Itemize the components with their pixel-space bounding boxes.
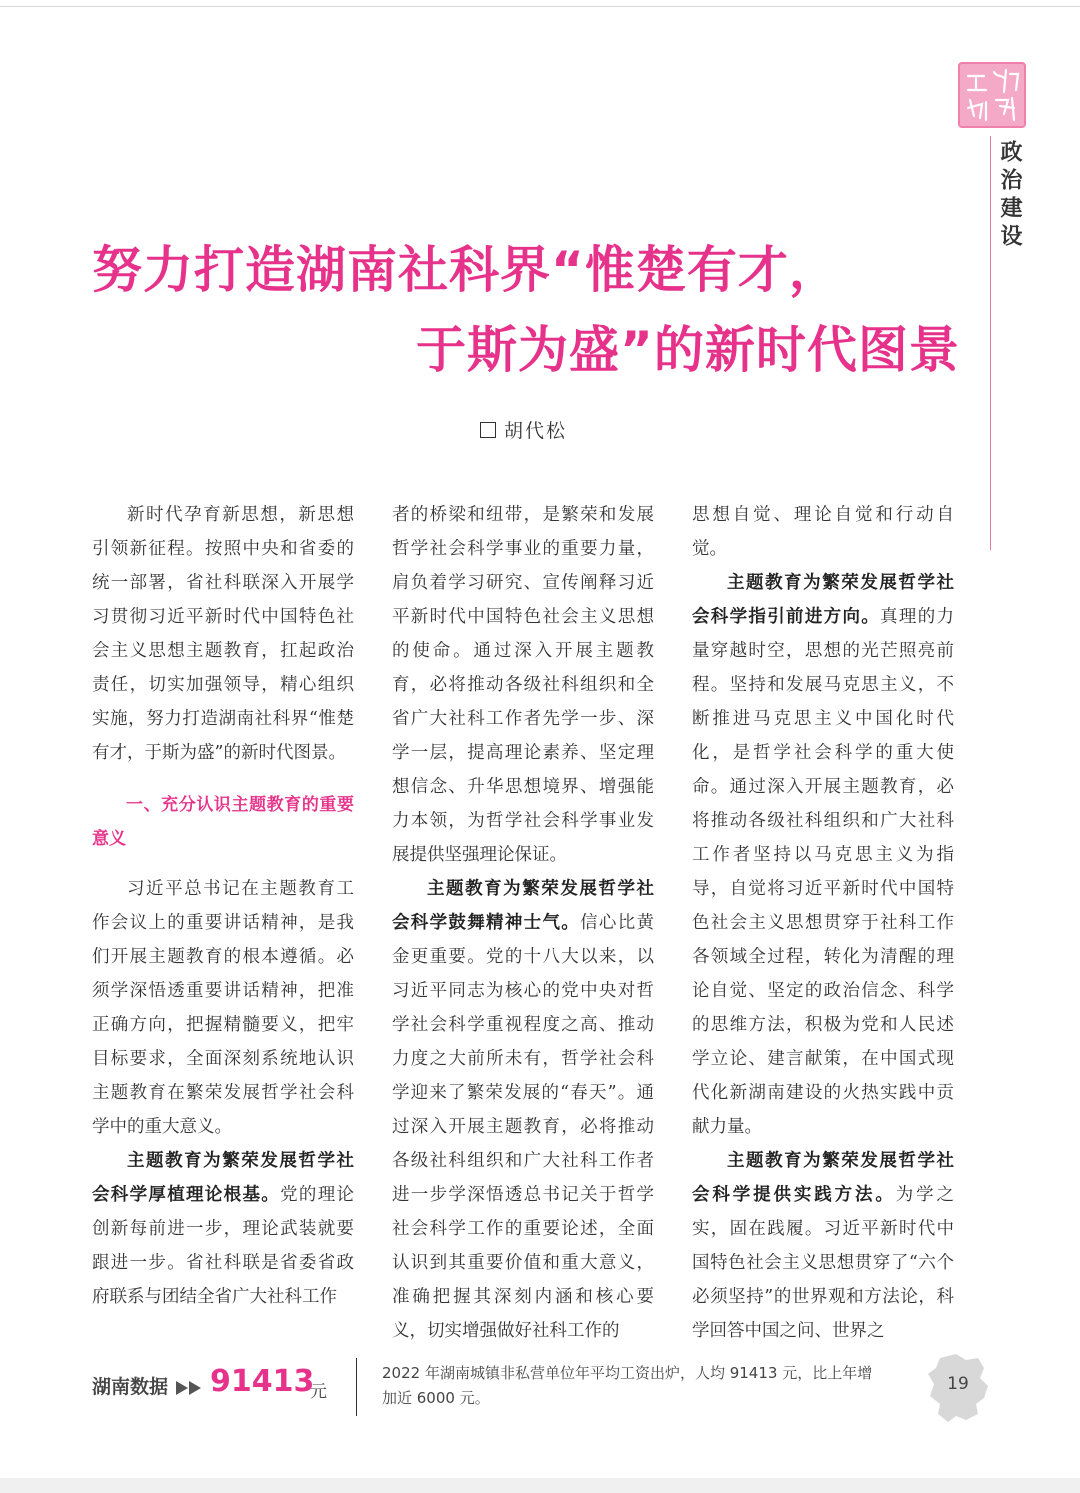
magazine-logo [958, 62, 1026, 128]
column-2 [392, 498, 654, 1348]
square-icon [480, 422, 496, 438]
section-heading: 一、充分认识主题教育的重要意义 [92, 795, 354, 849]
article-title-line1: 努力打造湖南社科界“惟楚有才， [92, 241, 840, 299]
paragraph-lead: 主题教育为繁荣发展哲学社会科学提供实践方法。 [692, 1151, 954, 1205]
bottom-band [0, 1478, 1080, 1493]
footer-divider [356, 1358, 357, 1416]
paragraph: 新时代孕育新思想，新思想引领新征程。按照中央和省委的统一部署，省社科联深入开展学习贯彻习近平新时代中国特色社会主义思想主题教育，扛起政治责任，切实加强领导，精心组织实施，努力打造湖南社科界“惟楚有才，于斯为盛”的新时代图景。 [92, 505, 354, 763]
author-name: 胡代松 [504, 420, 568, 442]
paragraph: 思想自觉、理论自觉和行动自觉。 [692, 505, 954, 559]
paragraph: 者的桥梁和纽带，是繁荣和发展哲学社会科学事业的重要力量，肩负着学习研究、宣传阐释习近平新时代中国特色社会主义思想的使命。通过深入开展主题教育，必将推动各级社科组织和全省广大社科工作者先学一步、深学一层，提高理论素养、坚定理想信念、升华思想境界、增强能力本领，为哲学社会科学事业发展提供坚强理论保证。 [392, 505, 654, 865]
footer-unit: 元 [310, 1382, 327, 1402]
author-byline [480, 416, 567, 443]
column-1 [92, 498, 354, 1314]
page-number: 19 [947, 1374, 969, 1394]
top-rule [0, 6, 1080, 7]
footer-note: 2022 年湖南城镇非私营单位年平均工资出炉，人均 91413 元，比上年增加近 6000 元。 [382, 1364, 873, 1407]
paragraph-body: 为学之实，固在践履。习近平新时代中国特色社会主义思想贯穿了“六个必须坚持”的世界观和方法论，科学回答中国之问、世界之 [692, 1185, 954, 1341]
footer-label: 湖南数据 [92, 1376, 169, 1398]
paragraph-body: 信心比黄金更重要。党的十八大以来，以习近平同志为核心的党中央对哲学社会科学重视程度之高、推动力度之大前所未有，哲学社会科学迎来了繁荣发展的“春天”。通过深入开展主题教育，必将推动各级社科组织和广大社科工作者进一步学深悟透总书记关于哲学社会科学工作的重要论述，全面认识到其重要价值和重大意义，准确把握其深刻内涵和核心要义，切实增强做好社科工作的 [392, 913, 655, 1341]
paragraph [692, 566, 954, 1144]
column-3 [692, 498, 954, 1348]
paragraph [692, 1144, 954, 1348]
paragraph [92, 1144, 354, 1314]
article-title-line2: 于斯为盛”的新时代图景 [416, 321, 960, 379]
section-label: 政治建设 [997, 140, 1022, 252]
footer-value: 91413 [210, 1364, 315, 1399]
paragraph-lead: 主题教育为繁荣发展哲学社会科学指引前进方向。 [692, 573, 954, 627]
paragraph-lead: 主题教育为繁荣发展哲学社会科学厚植理论根基。 [92, 1151, 354, 1205]
paragraph: 习近平总书记在主题教育工作会议上的重要讲话精神，是我们开展主题教育的根本遵循。必须学深悟透重要讲话精神，把准正确方向，把握精髓要义，把牢目标要求，全面深刻系统地认识主题教育在繁荣发展哲学社会科学中的重大意义。 [92, 879, 354, 1137]
paragraph-body: 真理的力量穿越时空，思想的光芒照亮前程。坚持和发展马克思主义，不断推进马克思主义中国化时代化，是哲学社会科学的重大使命。通过深入开展主题教育，必将推动各级社科组织和广大社科工作者坚持以马克思主义为指导，自觉将习近平新时代中国特色社会主义思想贯穿于社科工作各领域全过程，转化为清醒的理论自觉、坚定的政治信念、科学的思维方法，积极为党和人民述学立论、建言献策，在中国式现代化新湖南建设的火热实践中贡献力量。 [692, 607, 955, 1137]
paragraph-lead: 主题教育为繁荣发展哲学社会科学鼓舞精神士气。 [392, 879, 654, 933]
paragraph [392, 872, 654, 1348]
paragraph-body: 党的理论创新每前进一步，理论武装就要跟进一步。省社科联是省委省政府联系与团结全省广大社科工作 [92, 1185, 355, 1307]
double-arrow-icon [176, 1380, 202, 1399]
